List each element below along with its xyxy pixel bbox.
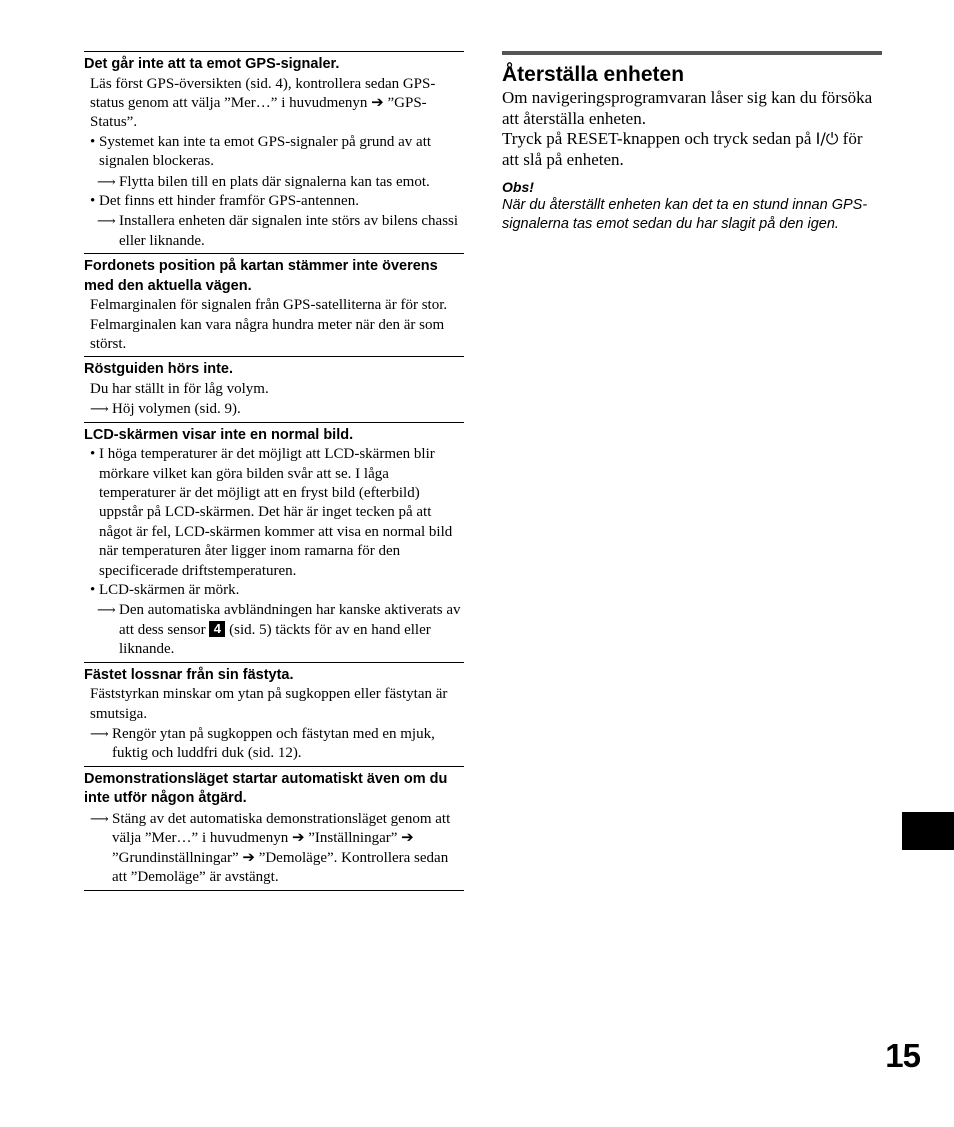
remedy-item: ⟶ Installera enheten där signalen inte störs av bilens chassi eller liknande.	[97, 213, 459, 249]
bullet-item: • Det finns ett hinder framför GPS-antennen.	[90, 192, 359, 209]
section-body: Felmarginalen för signalen från GPS-satelliterna är för stor. Felmarginalen kan vara några hundra meter när den är som störst.	[90, 297, 448, 352]
note-title: Obs!	[502, 179, 534, 195]
remedy-item: ⟶ Stäng av det automatiska demonstrationsläget genom att välja ”Mer…” i huvudmenyn ➔ ”Inställningar” ➔ ”Grundinställningar” ➔ ”Demoläge”. Kontrollera sedan att ”Demoläge” är avstängt.	[90, 810, 451, 885]
remedy-item: ⟶ Rengör ytan på sugkoppen och fästytan med en mjuk, fuktig och luddfri duk (sid. 12).	[90, 725, 435, 762]
arrow-right-icon: ⟶	[97, 213, 116, 229]
chapter-tab	[902, 812, 954, 850]
arrow-right-icon: ⟶	[90, 401, 109, 417]
reset-instruction: Tryck på RESET-knappen och tryck sedan på I/⏻ för att slå på enheten.	[502, 129, 863, 169]
bullet-item: • Systemet kan inte ta emot GPS-signaler på grund av att signalen blockeras.	[90, 133, 432, 170]
section-vehicle-position	[84, 253, 464, 356]
bullet-item: • LCD-skärmen är mörk.	[90, 582, 240, 599]
arrow-right-icon: ⟶	[90, 810, 109, 826]
sensor-number-badge: 4	[209, 621, 225, 637]
section-title: Demonstrationsläget startar automatiskt även om du inte utför någon åtgärd.	[84, 770, 448, 807]
section-mount	[84, 662, 464, 766]
section-body: Du har ställt in för låg volym.	[90, 380, 269, 397]
arrow-right-icon: ⟶	[97, 602, 116, 618]
troubleshooting-column	[84, 51, 464, 891]
section-title: Det går inte att ta emot GPS-signaler.	[84, 56, 340, 72]
section-title: Fordonets position på kartan stämmer inte överens med den aktuella vägen.	[84, 258, 438, 294]
section-body: Fäststyrkan minskar om ytan på sugkoppen eller fästytan är smutsiga.	[90, 686, 448, 722]
section-title: LCD-skärmen visar inte en normal bild.	[84, 426, 354, 443]
section-body: Läs först GPS-översikten (sid. 4), kontrollera sedan GPS-status genom att välja ”Mer…” i huvudmenyn ➔ ”GPS-Status”.	[90, 75, 436, 131]
reset-column	[502, 51, 882, 234]
section-demo-mode	[84, 766, 464, 892]
power-icon: I/⏻	[815, 129, 839, 148]
section-rule	[502, 51, 882, 55]
remedy-item: ⟶ Flytta bilen till en plats där signalerna kan tas emot.	[97, 173, 430, 190]
section-lcd-display	[84, 422, 464, 662]
section-title: Fästet lossnar från sin fästyta.	[84, 666, 294, 683]
arrow-right-icon: ⟶	[90, 725, 109, 741]
reset-paragraph: Om navigeringsprogramvaran låser sig kan du försöka att återställa enheten.	[502, 88, 873, 128]
arrow-right-icon: ⟶	[97, 173, 116, 189]
section-gps-signals	[84, 51, 464, 253]
reset-heading: Återställa enheten	[502, 63, 685, 86]
section-title: Röstguiden hörs inte.	[84, 361, 234, 378]
remedy-item: ⟶ Den automatiska avbländningen har kanske aktiverats av att dess sensor 4 (sid. 5) täckts för av en hand eller liknande.	[97, 602, 461, 658]
remedy-item: ⟶ Höj volymen (sid. 9).	[90, 401, 241, 418]
bullet-item: • I höga temperaturer är det möjligt att LCD-skärmen blir mörkare vilket kan göra bilden svår att se. I låga temperaturer är det möjligt att en fryst bild (efterbild) uppstår på LCD-skärmen. Det här är inget tecken på att något är fel, LCD-skärmen kommer att visa en normal bild när temperaturen åter ligger inom ramarna för den specificerade driftstemperaturen.	[90, 446, 453, 579]
page-number: 15	[885, 1037, 920, 1074]
note-text: När du återställt enheten kan det ta en stund innan GPS-signalerna tas emot sedan du har slagit på den igen.	[502, 197, 868, 232]
section-voice-guide	[84, 356, 464, 421]
